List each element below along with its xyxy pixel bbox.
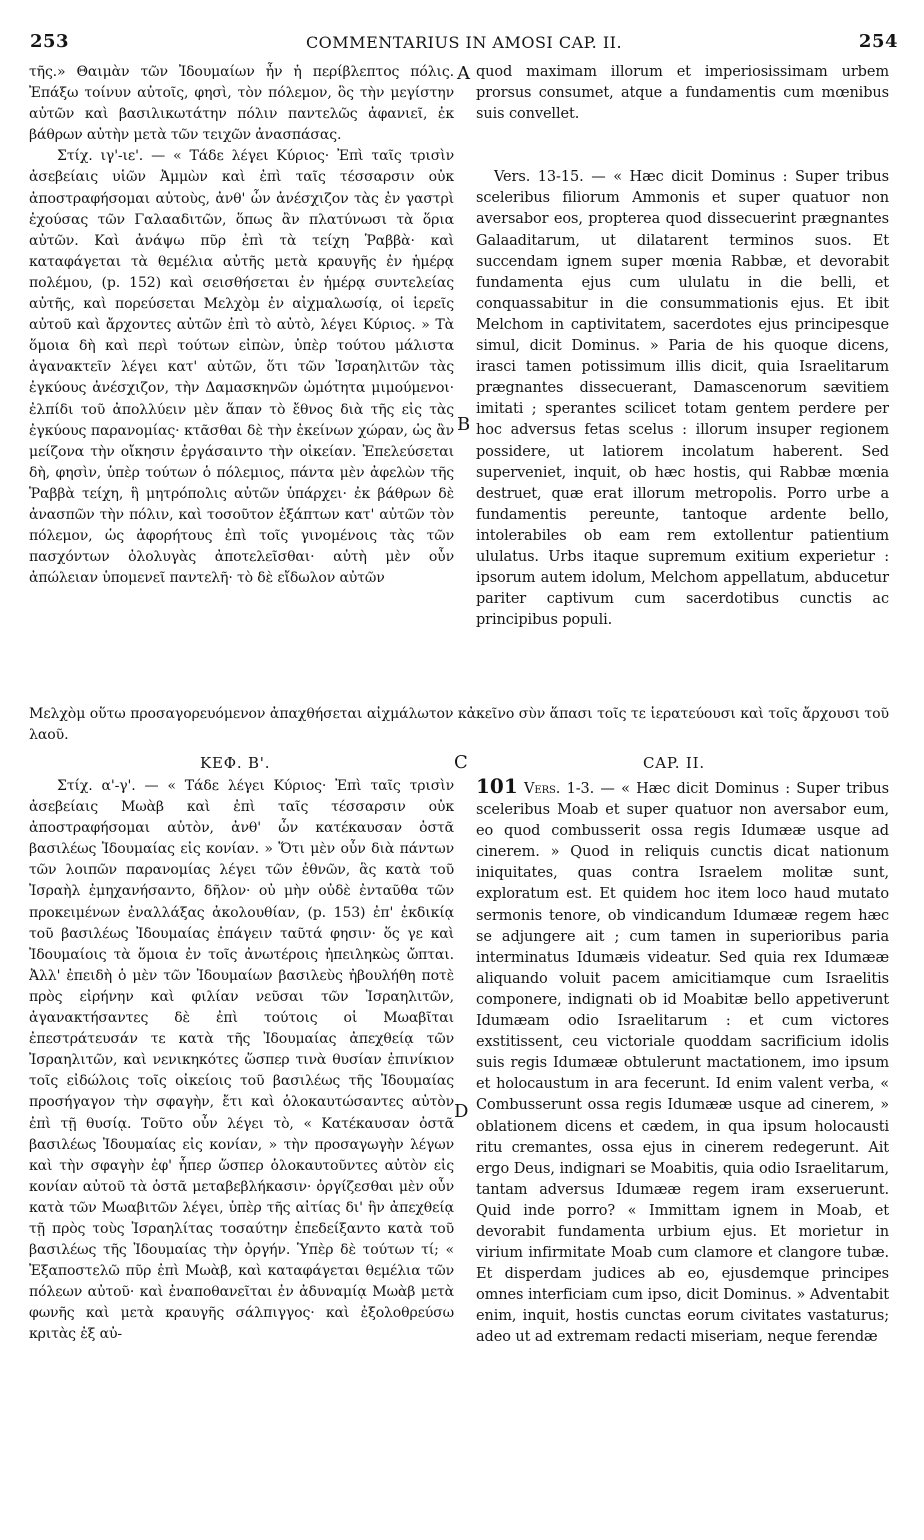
margin-marker-a: A <box>457 63 470 84</box>
greek-full-width-line <box>29 704 889 748</box>
latin-column-top <box>476 62 889 704</box>
right-page-number: 254 <box>858 31 898 52</box>
latin-paragraph: Vers. 13-15. — « Hæc dicit Dominus : Super tribus sceleribus filiorum Ammonis et super quatuor non aversabor eos, propterea quod dissecuerint prægnantes Galaaditarum, ut dilatarent terminos suos. Et succendam ignem super mœnia Rabbæ, et devorabit fundamenta ejus cum ululatu in die belli, et conquassabitur in die consummationis ejus. Et ibit Melchom in captivitatem, sacerdotes ejus principesque simul, dicit Dominus. » Paria de his quoque dicens, irasci tamen potissimum illis dicit, quia Israelitarum prægnantes dissecuerant, Damascenorum sævitiem imitati ; sperantes scilicet totam gentem perdere per hoc adversus fetas scelus : illorum insuper regionem possidere, ut latiorem incolatum haberent. Sed superveniet, inquit, ob hæc hostis, qui Rabbæ mœnia destruet, quæ erat illorum metropolis. Porro urbe a fundamentis pereunte, tantoque ardente bello, intolerabiles ob eam rem extollentur patientium ululatus. Urbs itaque supremum exitium experietur : ipsorum autem idolum, Melchom appellatum, abducetur pariter captivum cum sacerdotibus cunctis ac principibus populi. <box>476 169 889 629</box>
running-title: COMMENTARIUS IN AMOSI CAP. II. <box>305 33 623 52</box>
left-page-number: 253 <box>30 31 70 52</box>
greek-paragraph: Στίχ. ιγ'-ιε'. — « Τάδε λέγει Κύριος· Ἐπὶ ταῖς τρισὶν ἀσεβείαις υἱῶν Ἀμμὼν καὶ ἐπὶ ταῖς τέσσαρσιν οὐκ ἀποστραφήσομαι αὐτοὺς, ἀνθ' ὧν ἀνέσχιζον τὰς ἐν γαστρὶ ἐχούσας τῶν Γαλααδιτῶν, ὅπως ἂν πλατύνωσι τὰ ὅρια αὐτῶν. Καὶ ἀνάψω πῦρ ἐπὶ τὰ τείχη Ῥαββὰ· καὶ καταφάγεται τὰ θεμέλια αὐτῆς μετὰ κραυγῆς ἐν ἡμέρᾳ πολέμου, (p. 152) καὶ σεισθήσεται ἐν ἡμέρᾳ συντελείας αὐτῆς, καὶ πορεύσεται Μελχὸμ ἐν αἰχμαλωσίᾳ, οἱ ἱερεῖς αὐτοῦ καὶ ἄρχοντες αὐτῶν ἐπὶ τὸ αὐτὸ, λέγει Κύριος. » Τὰ ὅμοια δὴ καὶ περὶ τούτων εἰπὼν, ὑπὲρ τούτου μάλιστα ἀγανακτεῖν λέγει κατ' αὐτῶν, ὅτι τῶν Ἰσραηλιτῶν τὰς ἐγκύους ἀνέσχιζον, τὴν Δαμασκηνῶν ὠμότητα μιμούμενοι· ἐλπίδι τοῦ ἀπολλύειν μὲν ἅπαν τὸ ἔθνος διὰ τῆς εἰς τὰς ἐγκύους παρανομίας· κτᾶσθαι δὲ τὴν ἐκείνων χώραν, ὡς ἂν μείζονα τὴν οἴκησιν ἐργάσαιντο τὴν οἰκείαν. Ἐπελεύσεται δὴ, φησὶν, ὑπὲρ τούτων ὁ πόλεμιος, πάντα μὲν ἀφελὼν τῆς Ῥαββὰ τείχη, ἣ μητρόπολις αὐτῶν ὑπάρχει· ἐκ βάθρων δὲ ἀνασπῶν τὴν πόλιν, καὶ τοσοῦτον ἐξάπτων κατ' αὐτῶν τὸν πόλεμον, ὡς ἀφορήτους ἐπὶ τοῖς γινομένοις τὰς τῶν πασχόντων ὀλολυγὰς ἀποτελεῖσθαι· αὐτὴ μὲν οὖν ἀπώλειαν ὑπομενεῖ παντελῆ· τὸ δὲ εἴδωλον αὐτῶν <box>29 148 454 587</box>
verse-label: Vers. 1-3. <box>524 781 595 797</box>
column-number: 101 <box>476 776 518 798</box>
greek-paragraph: τῆς.» Θαιμὰν τῶν Ἰδουμαίων ἦν ἡ περίβλεπτος πόλις. Ἐπάξω τοίνυν αὐτοῖς, φησὶ, τὸν πόλεμον, ὃς τὴν μεγίστην αὐτῶν καὶ βασιλικωτάτην πόλιν παντελῶς ἀφανιεῖ, ἐκ βάθρων αὐτὴν μετὰ τῶν τειχῶν ἀνασπάσας. <box>29 64 454 144</box>
margin-marker-c: C <box>454 752 468 773</box>
latin-paragraph-text: — « Hæc dicit Dominus : Super tribus sceleribus Moab et super quatuor non aversabor eum, eo quod combusserit ossa regis Idumææ usque ad cinerem. » Quod in reliquis cunctis dicat nationum iniquitates, quas contra Israelem molitæ sunt, exploratum est. Et quidem hoc item loco haud mutato sermonis tenore, ob vindicandum Idumææ regem hæc se adjungere ait ; cum tamen in superioribus paria interminatus Idumæis videatur. Sed quia rex Idumææ aliquando voluit pacem amicitiamque cum Israelitis componere, indignati ob id Moabitæ bello appetiverunt Idumæam odio Israelitarum : et cum victores exstitissent, ceu victoriale quoddam sacrificium idolis suis regis Idumææ obtulerunt mactationem, imo ipsum et holocaustum in ara fecerunt. Id enim valent verba, « Combusserunt ossa regis Idumææ usque ad cinerem, » oblationem dicens et cædem, in qua ipsum holocausti ritu cremantes, ossa ejus in cinerem redegerunt. Ait ergo Deus, indignari se Moabitis, quia odio Israelitarum, tantam adversus Idumææ regem iram exseruerunt. Quid inde porro? « Immittam ignem in Moab, et devorabit fundamenta urbium ejus. Et morietur in virium infirmitate Moab cum clamore et clangore tubæ. Et disperdam judices ab eo, ejusdemque principes omnes interficiam cum ipso, dicit Dominus. » Adventabit enim, inquit, hostis cunctas eorum civitates vastaturus; adeo ut ad extremam redacti miseriam, neque ferendæ <box>476 781 889 1346</box>
latin-chapter-heading: CAP. II. <box>643 754 705 772</box>
greek-column-top <box>29 62 454 704</box>
greek-paragraph: Μελχὸμ οὕτω προσαγορευόμενον ἀπαχθήσεται αἰχμάλωτον κἀκεῖνο σὺν ἅπασι τοῖς τε ἱερατεύουσι καὶ τοῖς ἄρχουσι τοῦ λαοῦ. <box>29 706 889 744</box>
latin-paragraph: quod maximam illorum et imperiosissimam urbem prorsus consumet, atque a fundamentis cum mœnibus suis convellet. <box>476 64 889 123</box>
latin-paragraph <box>476 776 889 1349</box>
page-header <box>30 31 898 57</box>
greek-paragraph: Στίχ. α'-γ'. — « Τάδε λέγει Κύριος· Ἐπὶ ταῖς τρισὶν ἀσεβείαις Μωὰβ καὶ ἐπὶ ταῖς τέσσαρσιν οὐκ ἀποστραφήσομαι αὐτὸν, ἀνθ' ὧν κατέκαυσαν ὀστᾶ βασιλέως Ἰδουμαίας εἰς κονίαν. » Ὅτι μὲν οὖν διὰ πάντων τῶν λοιπῶν παρανομίας λέγει τῶν ἐθνῶν, ἃς κατὰ τοῦ Ἰσραὴλ ἐμηχανήσαντο, δῆλον· οὐ μὴν οὐδὲ ἐνταῦθα τῶν προκειμένων ἐναλλάξας ἀκολουθίαν, (p. 153) ἐπ' ἐκδικίᾳ τοῦ βασιλέως Ἰδουμαίας ἐπάγειν ταῦτά φησιν· ὅς γε καὶ Ἰδουμαίοις τὰ ὅμοια ἐν τοῖς ἀνωτέροις ἠπειληκὼς ὤπται. Ἀλλ' ἐπειδὴ ὁ μὲν τῶν Ἰδουμαίων βασιλεὺς ἠβουλήθη ποτὲ πρὸς εἰρήνην καὶ φιλίαν νεῦσαι τῶν Ἰσραηλιτῶν, ἀγανακτήσαντες δὲ ἐπὶ τούτοις οἱ Μωαβῖται ἐπεστράτευσάν τε κατὰ τῆς Ἰδουμαίας ἀπεχθείᾳ τῶν Ἰσραηλιτῶν, καὶ νενικηκότες ὥσπερ τινὰ θυσίαν ἐπινίκιον τοῖς εἰδώλοις τοῖς οἰκείοις τοῦ βασιλέως τῆς Ἰδουμαίας προσήγαγον τὴν σφαγὴν, ἔτι καὶ ὁλοκαυτώσαντες αὐτὸν ἐπὶ τῇ θυσίᾳ. Τοῦτο οὖν λέγει τὸ, « Κατέκαυσαν ὀστᾶ βασιλέως Ἰδουμαίας εἰς κονίαν, » τὴν προσαγωγὴν λέγων καὶ τὴν σφαγὴν ἐφ' ἧπερ ὥσπερ ὁλοκαυτοῦντες αὐτὸν εἰς κονίαν αὐτοῦ τὰ ὀστᾶ μεταβεβλήκασιν· ὀργίζεσθαι μὲν οὖν κατὰ τῶν Μωαβιτῶν λέγει, ὑπὲρ τῆς αἰτίας δι' ἣν ἀπεχθείᾳ τῇ πρὸς τοὺς Ἰσραηλίτας τοσαύτην ἐπεδείξαντο κατὰ τοῦ βασιλέως τῆς Ἰδουμαίας τὴν ὀργήν. Ὑπὲρ δὲ τούτων τί; « Ἐξαποστελῶ πῦρ ἐπὶ Μωὰβ, καὶ καταφάγεται θεμέλια τῶν πόλεων αὐτοῦ· καὶ ἐναποθανεῖται ἐν ἀδυναμίᾳ Μωὰβ μετὰ φωνῆς καὶ μετὰ κραυγῆς σάλπιγγος· καὶ ἐξολοθρεύσω κριτὰς ἐξ αὐ- <box>29 778 454 1343</box>
greek-column-bottom <box>29 776 454 1516</box>
margin-marker-d: D <box>454 1101 469 1122</box>
margin-marker-b: B <box>457 414 471 435</box>
latin-column-bottom <box>476 776 889 1516</box>
greek-chapter-heading: ΚΕΦ. Β'. <box>200 754 271 772</box>
